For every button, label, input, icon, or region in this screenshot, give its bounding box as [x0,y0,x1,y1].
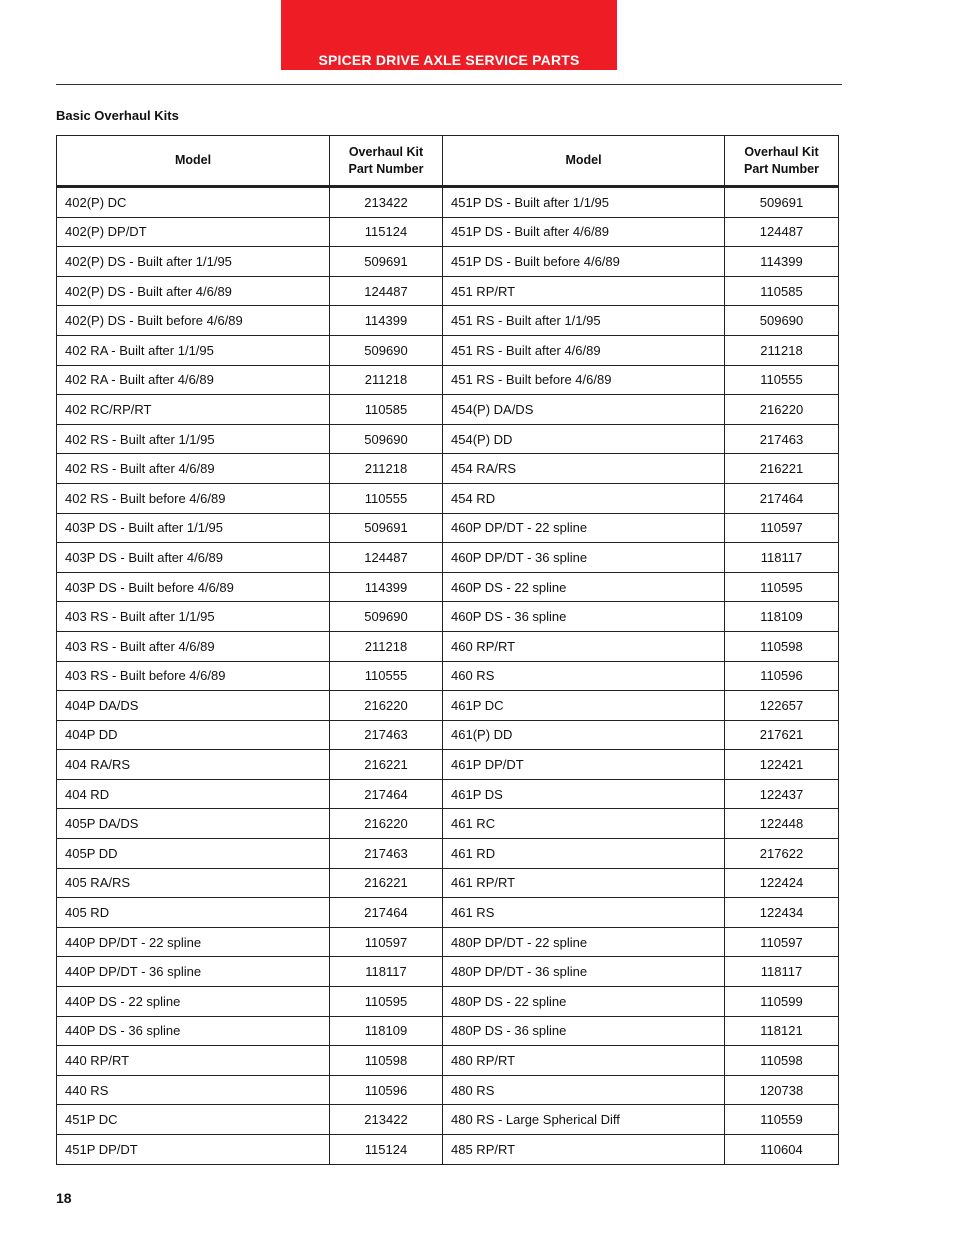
table-body [57,187,839,1165]
header-rule [56,84,842,85]
model-cell: 480P DP/DT - 22 spline [443,927,725,957]
part-number-cell: 110595 [725,572,839,602]
model-cell: 405P DA/DS [57,809,330,839]
part-number-cell: 110598 [330,1046,443,1076]
header-line: Overhaul Kit [348,144,424,159]
model-cell: 451 RS - Built after 1/1/95 [443,306,725,336]
column-header-kit-part-number [330,136,443,187]
column-header-model: Model [443,136,725,187]
part-number-cell: 122437 [725,779,839,809]
table-row [57,513,839,543]
part-number-cell: 509690 [330,335,443,365]
part-number-cell: 122421 [725,750,839,780]
table-row [57,1105,839,1135]
model-cell: 403P DS - Built after 4/6/89 [57,543,330,573]
part-number-cell: 216220 [330,691,443,721]
model-cell: 402 RC/RP/RT [57,395,330,425]
part-number-cell: 118117 [725,957,839,987]
model-cell: 403 RS - Built before 4/6/89 [57,661,330,691]
table-row [57,691,839,721]
model-cell: 454(P) DA/DS [443,395,725,425]
model-cell: 480 RS - Large Spherical Diff [443,1105,725,1135]
table-row [57,1046,839,1076]
table-row [57,631,839,661]
part-number-cell: 217463 [330,839,443,869]
part-number-cell: 118121 [725,1016,839,1046]
model-cell: 440P DS - 36 spline [57,1016,330,1046]
part-number-cell: 217622 [725,839,839,869]
part-number-cell: 110585 [330,395,443,425]
model-cell: 451P DS - Built after 4/6/89 [443,217,725,247]
table-row [57,217,839,247]
model-cell: 402 RA - Built after 1/1/95 [57,335,330,365]
part-number-cell: 122448 [725,809,839,839]
part-number-cell: 213422 [330,1105,443,1135]
table-header-row [57,136,839,187]
part-number-cell: 110596 [330,1075,443,1105]
model-cell: 440P DS - 22 spline [57,987,330,1017]
part-number-cell: 122434 [725,898,839,928]
table-row [57,572,839,602]
table-row [57,779,839,809]
part-number-cell: 216221 [725,454,839,484]
part-number-cell: 122657 [725,691,839,721]
part-number-cell: 124487 [330,543,443,573]
part-number-cell: 110555 [330,483,443,513]
model-cell: 403P DS - Built before 4/6/89 [57,572,330,602]
model-cell: 485 RP/RT [443,1135,725,1165]
part-number-cell: 118109 [330,1016,443,1046]
table-row [57,454,839,484]
part-number-cell: 217464 [725,483,839,513]
table-row [57,720,839,750]
model-cell: 402(P) DP/DT [57,217,330,247]
model-cell: 460P DS - 36 spline [443,602,725,632]
table-row [57,927,839,957]
part-number-cell: 211218 [330,631,443,661]
part-number-cell: 110597 [330,927,443,957]
model-cell: 440P DP/DT - 36 spline [57,957,330,987]
part-number-cell: 509691 [725,187,839,218]
model-cell: 461P DS [443,779,725,809]
table-row [57,957,839,987]
part-number-cell: 211218 [330,454,443,484]
model-cell: 403 RS - Built after 1/1/95 [57,602,330,632]
model-cell: 404 RA/RS [57,750,330,780]
part-number-cell: 216220 [725,395,839,425]
table-row [57,247,839,277]
part-number-cell: 217463 [330,720,443,750]
part-number-cell: 118117 [330,957,443,987]
model-cell: 461P DP/DT [443,750,725,780]
model-cell: 451 RS - Built before 4/6/89 [443,365,725,395]
part-number-cell: 118117 [725,543,839,573]
model-cell: 451P DP/DT [57,1135,330,1165]
model-cell: 460P DS - 22 spline [443,572,725,602]
table-row [57,276,839,306]
part-number-cell: 216221 [330,750,443,780]
model-cell: 451 RS - Built after 4/6/89 [443,335,725,365]
model-cell: 405 RD [57,898,330,928]
part-number-cell: 217463 [725,424,839,454]
model-cell: 461P DC [443,691,725,721]
model-cell: 454(P) DD [443,424,725,454]
table-row [57,543,839,573]
table-row [57,987,839,1017]
part-number-cell: 509690 [725,306,839,336]
part-number-cell: 120738 [725,1075,839,1105]
table-row [57,306,839,336]
model-cell: 480P DP/DT - 36 spline [443,957,725,987]
page-number: 18 [56,1190,72,1206]
part-number-cell: 110604 [725,1135,839,1165]
header-title: SPICER DRIVE AXLE SERVICE PARTS [318,52,580,68]
part-number-cell: 110555 [330,661,443,691]
table-row [57,661,839,691]
part-number-cell: 110598 [725,631,839,661]
model-cell: 404P DA/DS [57,691,330,721]
table-row [57,1016,839,1046]
model-cell: 402(P) DS - Built before 4/6/89 [57,306,330,336]
table-row [57,395,839,425]
table-row [57,335,839,365]
part-number-cell: 110597 [725,927,839,957]
model-cell: 461(P) DD [443,720,725,750]
table-row [57,1135,839,1165]
model-cell: 404 RD [57,779,330,809]
part-number-cell: 110596 [725,661,839,691]
table-row [57,1075,839,1105]
table-row [57,483,839,513]
part-number-cell: 509690 [330,602,443,632]
table-row [57,424,839,454]
part-number-cell: 110585 [725,276,839,306]
model-cell: 451P DS - Built after 1/1/95 [443,187,725,218]
model-cell: 460 RP/RT [443,631,725,661]
part-number-cell: 124487 [330,276,443,306]
table-row [57,365,839,395]
part-number-cell: 124487 [725,217,839,247]
part-number-cell: 115124 [330,1135,443,1165]
model-cell: 402(P) DS - Built after 1/1/95 [57,247,330,277]
part-number-cell: 110598 [725,1046,839,1076]
table-row [57,602,839,632]
model-cell: 461 RD [443,839,725,869]
header-band [281,0,617,70]
model-cell: 480P DS - 22 spline [443,987,725,1017]
table-row [57,187,839,218]
part-number-cell: 110555 [725,365,839,395]
model-cell: 461 RS [443,898,725,928]
table-row [57,750,839,780]
model-cell: 451 RP/RT [443,276,725,306]
model-cell: 402 RS - Built before 4/6/89 [57,483,330,513]
model-cell: 460 RS [443,661,725,691]
model-cell: 402 RA - Built after 4/6/89 [57,365,330,395]
part-number-cell: 114399 [725,247,839,277]
model-cell: 402 RS - Built after 1/1/95 [57,424,330,454]
model-cell: 440P DP/DT - 22 spline [57,927,330,957]
part-number-cell: 509690 [330,424,443,454]
part-number-cell: 211218 [725,335,839,365]
model-cell: 451P DC [57,1105,330,1135]
part-number-cell: 122424 [725,868,839,898]
model-cell: 403P DS - Built after 1/1/95 [57,513,330,543]
part-number-cell: 118109 [725,602,839,632]
part-number-cell: 216220 [330,809,443,839]
model-cell: 405 RA/RS [57,868,330,898]
column-header-model: Model [57,136,330,187]
model-cell: 402 RS - Built after 4/6/89 [57,454,330,484]
model-cell: 461 RP/RT [443,868,725,898]
header-line: Part Number [743,161,820,176]
section-title: Basic Overhaul Kits [56,108,179,123]
model-cell: 402(P) DS - Built after 4/6/89 [57,276,330,306]
part-number-cell: 217464 [330,779,443,809]
model-cell: 454 RD [443,483,725,513]
table-row [57,898,839,928]
part-number-cell: 216221 [330,868,443,898]
part-number-cell: 110559 [725,1105,839,1135]
part-number-cell: 110595 [330,987,443,1017]
part-number-cell: 114399 [330,306,443,336]
column-header-kit-part-number [725,136,839,187]
model-cell: 440 RP/RT [57,1046,330,1076]
table-row [57,809,839,839]
model-cell: 403 RS - Built after 4/6/89 [57,631,330,661]
part-number-cell: 509691 [330,247,443,277]
header-line: Overhaul Kit [744,144,819,159]
part-number-cell: 114399 [330,572,443,602]
part-number-cell: 211218 [330,365,443,395]
table-row [57,868,839,898]
model-cell: 440 RS [57,1075,330,1105]
part-number-cell: 110599 [725,987,839,1017]
model-cell: 480 RS [443,1075,725,1105]
model-cell: 460P DP/DT - 22 spline [443,513,725,543]
model-cell: 461 RC [443,809,725,839]
part-number-cell: 110597 [725,513,839,543]
model-cell: 404P DD [57,720,330,750]
model-cell: 454 RA/RS [443,454,725,484]
overhaul-kits-table [56,135,839,1165]
part-number-cell: 509691 [330,513,443,543]
header-line: Part Number [348,161,424,176]
part-number-cell: 217464 [330,898,443,928]
model-cell: 405P DD [57,839,330,869]
part-number-cell: 217621 [725,720,839,750]
part-number-cell: 115124 [330,217,443,247]
table-row [57,839,839,869]
model-cell: 402(P) DC [57,187,330,218]
model-cell: 480 RP/RT [443,1046,725,1076]
model-cell: 460P DP/DT - 36 spline [443,543,725,573]
part-number-cell: 213422 [330,187,443,218]
model-cell: 480P DS - 36 spline [443,1016,725,1046]
model-cell: 451P DS - Built before 4/6/89 [443,247,725,277]
